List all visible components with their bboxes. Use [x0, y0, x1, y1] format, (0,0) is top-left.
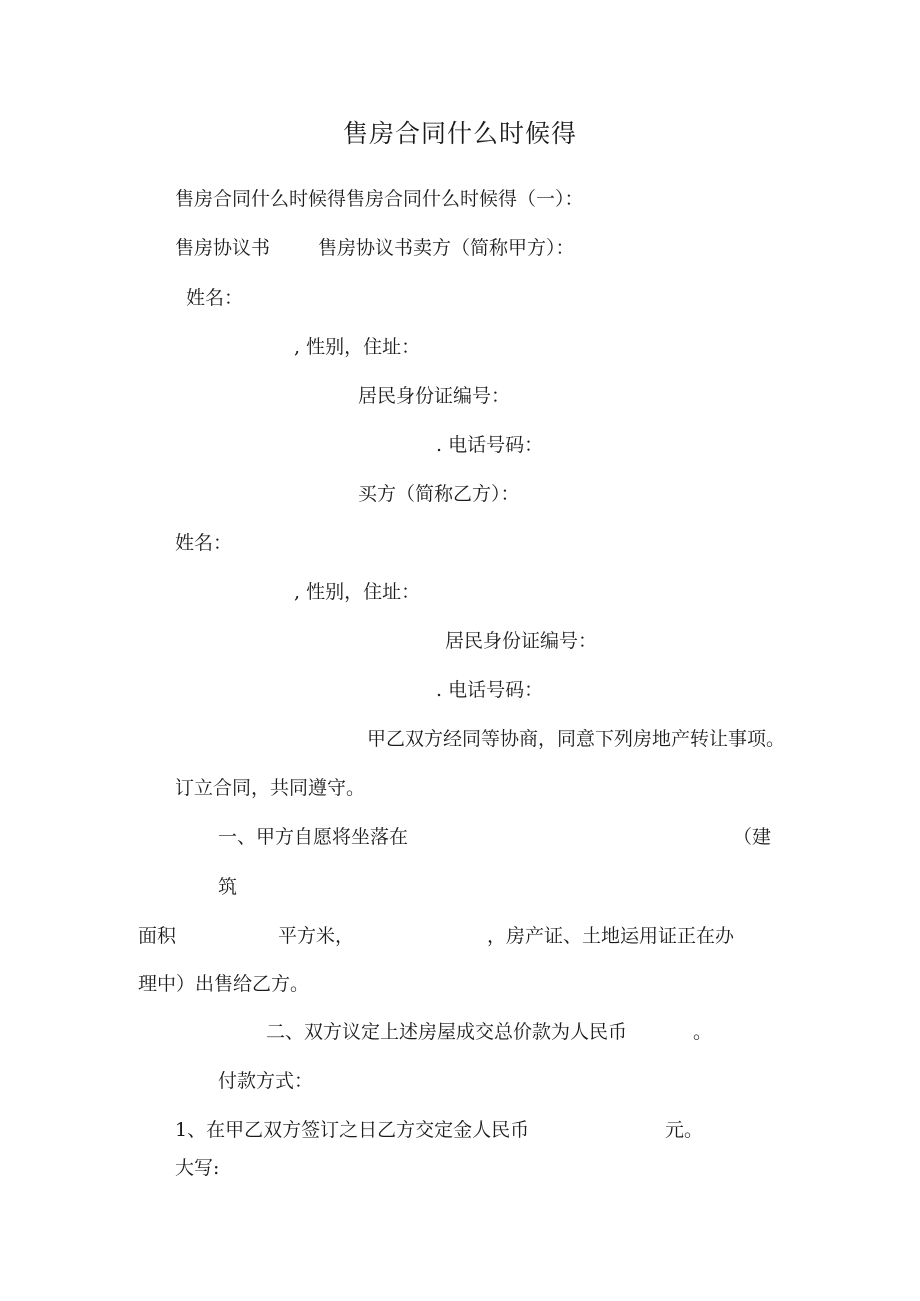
intro-line: 售房合同什么时候得售房合同什么时候得（一）：: [175, 188, 584, 210]
buyer-phone-label: . 电话号码：: [436, 679, 544, 701]
certificate-text: ，房产证、土地运用证正在办: [487, 925, 735, 947]
uppercase-amount-label: 大写:: [175, 1157, 220, 1179]
clause-2-start: 二、双方议定上述房屋成交总价款为人民币: [266, 1021, 628, 1043]
seller-id-label: 居民身份证编号：: [358, 385, 511, 407]
clause-1-paren: （建: [733, 826, 772, 848]
buyer-id-label: 居民身份证编号：: [445, 630, 598, 652]
buyer-name-label: 姓名：: [175, 532, 233, 554]
area-unit: 平方米，: [278, 925, 355, 947]
payment-method-label: 付款方式：: [218, 1070, 314, 1092]
agreement-heading-a: 售房协议书: [175, 237, 271, 259]
seller-gender-address-label: , 性别，住址：: [294, 336, 421, 358]
seller-name-label: 姓名：: [186, 287, 244, 309]
buyer-gender-address-label: , 性别，住址：: [294, 581, 421, 603]
area-label: 面积: [138, 925, 177, 947]
clause-1-start: 一、甲方自愿将坐落在: [218, 826, 409, 848]
clause-2-end: 。: [693, 1021, 713, 1043]
agreement-heading-b: 售房协议书卖方（简称甲方）：: [318, 237, 575, 259]
clause-1-building-char: 筑: [218, 876, 238, 898]
consent-paragraph: 甲乙双方经同等协商，同意下列房地产转让事项。: [367, 728, 786, 750]
payment-1-start: 1、在甲乙双方签订之日乙方交定金人民币: [175, 1119, 530, 1141]
document-title: 售房合同什么时候得: [342, 119, 577, 148]
clause-1-end: 理中）出售给乙方。: [138, 973, 310, 995]
contract-sign-line: 订立合同，共同遵守。: [175, 777, 366, 799]
payment-1-unit: 元。: [665, 1119, 704, 1141]
seller-phone-label: . 电话号码：: [436, 434, 544, 456]
buyer-heading: 买方（简称乙方）：: [358, 483, 520, 505]
